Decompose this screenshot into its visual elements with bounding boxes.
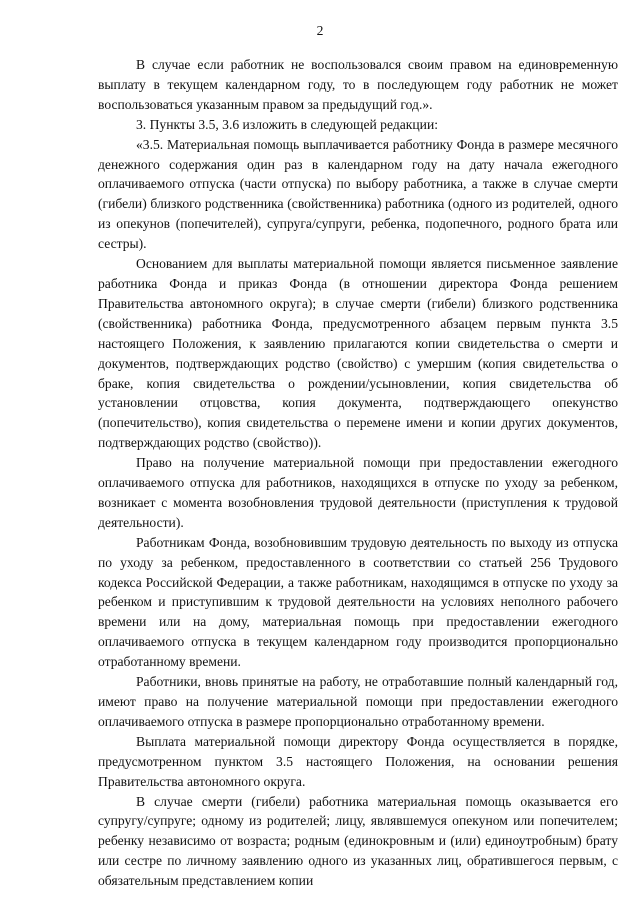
paragraph: Основанием для выплаты материальной помощи является письменное заявление работника Фонда и приказ Фонда (в отношении директора Фонда решением Правительства автономного округа); в случае смерти (гибели) близкого родственника (свойственника) работника Фонда, предусмотренного абзацем первым пункта 3.5 настоящего Положения, к заявлению прилагаются копии свидетельства о смерти и документов, подтверждающих родство (свойство) с умершим (копия свидетельства о браке, копия свидетельства о рождении/усыновлении, копия свидетельства об установлении отцовства, копия документа, подтверждающего опекунство (попечительство), копия свидетельства о перемене имени и копии других документов, подтверждающих родство (свойство)). — [98, 256, 618, 451]
paragraph: Право на получение материальной помощи при предоставлении ежегодного оплачиваемого отпуска для работников, находящихся в отпуске по уходу за ребенком, возникает с момента возобновления трудовой деятельности (приступления к трудовой деятельности). — [98, 455, 618, 530]
paragraph: Работники, вновь принятые на работу, не отработавшие полный календарный год, имеют право на получение материальной помощи при предоставлении ежегодного оплачиваемого отпуска в размере пропорционально отработанному времени. — [98, 674, 618, 729]
document-body — [98, 55, 618, 891]
paragraph: Работникам Фонда, возобновившим трудовую деятельность по выходу из отпуска по уходу за ребенком, предоставленного в соответствии со статьей 256 Трудового кодекса Российской Федерации, а также работникам, находящимся в отпуске по уходу за ребенком и приступившим к трудовой деятельности на условиях неполного рабочего времени или на дому, материальная помощь при предоставлении ежегодного оплачиваемого отпуска в текущем календарном году производится пропорционально отработанному времени. — [98, 534, 618, 670]
paragraph: В случае если работник не воспользовался своим правом на единовременную выплату в текущем календарном году, то в последующем году работник не может воспользоваться указанным правом за предыдущий год.». — [98, 57, 618, 112]
paragraph: 3. Пункты 3.5, 3.6 изложить в следующей редакции: — [136, 116, 438, 132]
paragraph: «3.5. Материальная помощь выплачивается работнику Фонда в размере месячного денежного содержания один раз в календарном году на дату начала ежегодного оплачиваемого отпуска (части отпуска) по выбору работника, а также в случае смерти (гибели) близкого родственника (свойственника) работника (одного из родителей, одного из опекунов (попечителей), супруга/супруги, ребенка, подопечного, родного брата или сестры). — [98, 136, 618, 252]
paragraph: Выплата материальной помощи директору Фонда осуществляется в порядке, предусмотренном пунктом 3.5 настоящего Положения, на основании решения Правительства автономного округа. — [98, 733, 618, 789]
page-number: 2 — [316, 23, 324, 38]
paragraph: В случае смерти (гибели) работника материальная помощь оказывается его супругу/супруге; одному из родителей; лицу, являвшемуся опекуном или попечителем; ребенку независимо от возраста; родным (единокровным и (или) единоутробным) брату или сестре по личному заявлению одного из указанных лиц, обратившегося первым, с обязательным представлением копии — [98, 793, 618, 889]
